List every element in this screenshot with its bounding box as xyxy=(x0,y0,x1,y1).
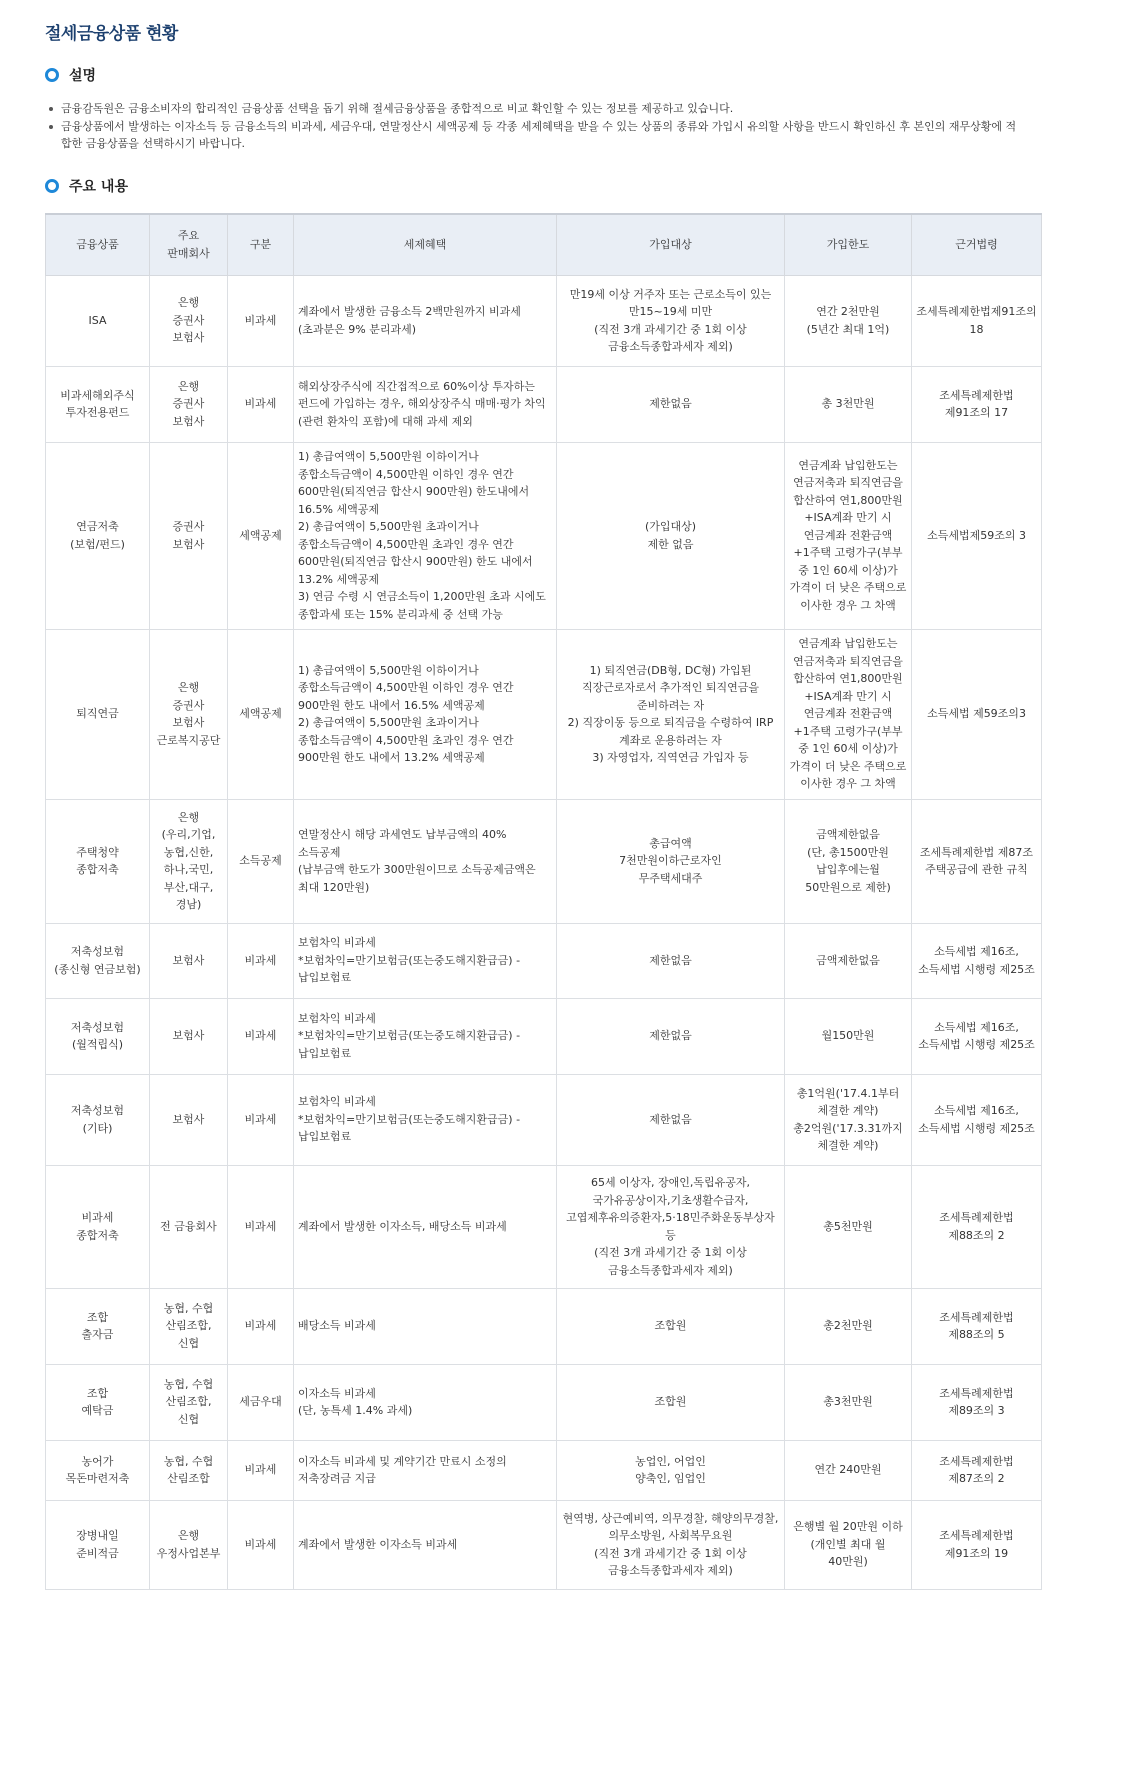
cell-product: 조합 출자금 xyxy=(46,1288,150,1364)
page-title: 절세금융상품 현황 xyxy=(45,24,178,44)
cell-tax-benefit: 보험차익 비과세 *보험차익=만기보험금(또는중도해지환급금) - 납입보험료 xyxy=(294,1074,557,1165)
cell-category: 비과세 xyxy=(228,275,294,366)
section-description-title: 설명 xyxy=(69,68,97,84)
cell-tax-benefit: 보험차익 비과세 *보험차익=만기보험금(또는중도해지환급금) - 납입보험료 xyxy=(294,998,557,1074)
cell-category: 비과세 xyxy=(228,1288,294,1364)
cell-eligibility: 조합원 xyxy=(557,1364,785,1440)
table-row xyxy=(46,366,1042,442)
cell-product: 퇴직연금 xyxy=(46,629,150,799)
cell-seller: 농협, 수협 산림조합, 신협 xyxy=(150,1364,228,1440)
cell-product: 주택청약 종합저축 xyxy=(46,799,150,923)
cell-category: 비과세 xyxy=(228,1500,294,1589)
table-header-row xyxy=(46,214,1042,276)
table-row xyxy=(46,1500,1042,1589)
cell-limit: 총1억원('17.4.1부터 체결한 계약) 총2억원('17.3.31까지 체결한 계약) xyxy=(785,1074,912,1165)
circle-bullet-icon xyxy=(45,179,59,193)
column-header-seller: 주요 판매회사 xyxy=(150,214,228,276)
cell-tax-benefit: 1) 총급여액이 5,500만원 이하이거나 종합소득금액이 4,500만원 이하인 경우 연간 900만원 한도 내에서 16.5% 세액공제 2) 총급여액이 5,500만원 초과이거나 종합소득금액이 4,500만원 초과인 경우 연간 900만원 한도 내에서 13.2% 세액공제 xyxy=(294,629,557,799)
table-row xyxy=(46,1074,1042,1165)
cell-legal-basis: 소득세법 제16조, 소득세법 시행령 제25조 xyxy=(912,998,1042,1074)
description-item: 금융상품에서 발생하는 이자소득 등 금융소득의 비과세, 세금우대, 연말정산시 세액공제 등 각종 세제혜택을 받을 수 있는 상품의 종류와 가입시 유의할 사항을 반드시 확인하신 후 본인의 재무상황에 적합한 금융상품을 선택하시기 바랍니다. xyxy=(47,118,1021,153)
cell-limit: 연간 2천만원 (5년간 최대 1억) xyxy=(785,275,912,366)
cell-legal-basis: 조세특례제한법 제89조의 3 xyxy=(912,1364,1042,1440)
cell-limit: 연금계좌 납입한도는 연금저축과 퇴직연금을 합산하여 연1,800만원 +ISA계좌 만기 시 연금계좌 전환금액 +1주택 고령가구(부부 중 1인 60세 이상)가 가격이 더 낮은 주택으로 이사한 경우 그 차액 xyxy=(785,442,912,629)
cell-limit: 총 3천만원 xyxy=(785,366,912,442)
cell-limit: 총5천만원 xyxy=(785,1165,912,1288)
cell-category: 세금우대 xyxy=(228,1364,294,1440)
cell-tax-benefit: 배당소득 비과세 xyxy=(294,1288,557,1364)
cell-legal-basis: 조세특례제한법 제87조의 2 xyxy=(912,1440,1042,1500)
table-row xyxy=(46,1440,1042,1500)
cell-tax-benefit: 해외상장주식에 직간접적으로 60%이상 투자하는 펀드에 가입하는 경우, 해외상장주식 매매·평가 차익 (관련 환차익 포함)에 대해 과세 제외 xyxy=(294,366,557,442)
section-description-heading xyxy=(45,62,1080,88)
cell-legal-basis: 조세특례제한법 제88조의 5 xyxy=(912,1288,1042,1364)
cell-eligibility: 조합원 xyxy=(557,1288,785,1364)
column-header-tax-benefit: 세제혜택 xyxy=(294,214,557,276)
cell-tax-benefit: 계좌에서 발생한 이자소득, 배당소득 비과세 xyxy=(294,1165,557,1288)
cell-eligibility: (가입대상) 제한 없음 xyxy=(557,442,785,629)
cell-category: 비과세 xyxy=(228,923,294,998)
column-header-eligibility: 가입대상 xyxy=(557,214,785,276)
cell-seller: 은행 (우리,기업, 농협,신한, 하나,국민, 부산,대구, 경남) xyxy=(150,799,228,923)
cell-tax-benefit: 이자소득 비과세 및 계약기간 만료시 소정의 저축장려금 지급 xyxy=(294,1440,557,1500)
cell-legal-basis: 조세특례제한법제91조의 18 xyxy=(912,275,1042,366)
cell-product: 비과세 종합저축 xyxy=(46,1165,150,1288)
cell-limit: 연금계좌 납입한도는 연금저축과 퇴직연금을 합산하여 연1,800만원 +ISA계좌 만기 시 연금계좌 전환금액 +1주택 고령가구(부부 중 1인 60세 이상)가 가격이 더 낮은 주택으로 이사한 경우 그 차액 xyxy=(785,629,912,799)
cell-seller: 은행 증권사 보험사 xyxy=(150,275,228,366)
circle-bullet-icon xyxy=(45,68,59,82)
cell-category: 소득공제 xyxy=(228,799,294,923)
cell-seller: 보험사 xyxy=(150,998,228,1074)
table-row xyxy=(46,629,1042,799)
cell-legal-basis: 소득세법제59조의 3 xyxy=(912,442,1042,629)
cell-eligibility: 현역병, 상근예비역, 의무경찰, 해양의무경찰, 의무소방원, 사회복무요원 (직전 3개 과세기간 중 1회 이상 금융소득종합과세자 제외) xyxy=(557,1500,785,1589)
cell-tax-benefit: 이자소득 비과세 (단, 농특세 1.4% 과세) xyxy=(294,1364,557,1440)
cell-limit: 연간 240만원 xyxy=(785,1440,912,1500)
cell-legal-basis: 소득세법 제16조, 소득세법 시행령 제25조 xyxy=(912,1074,1042,1165)
cell-seller: 농협, 수협 산림조합 xyxy=(150,1440,228,1500)
cell-product: 비과세해외주식 투자전용펀드 xyxy=(46,366,150,442)
cell-eligibility: 1) 퇴직연금(DB형, DC형) 가입된 직장근로자로서 추가적인 퇴직연금을 준비하려는 자 2) 직장이동 등으로 퇴직금을 수령하여 IRP 계좌로 운용하려는 자 3) 자영업자, 직역연금 가입자 등 xyxy=(557,629,785,799)
cell-legal-basis: 소득세법 제16조, 소득세법 시행령 제25조 xyxy=(912,923,1042,998)
table-row xyxy=(46,923,1042,998)
cell-eligibility: 농업인, 어업인 양축인, 임업인 xyxy=(557,1440,785,1500)
cell-seller: 보험사 xyxy=(150,1074,228,1165)
cell-seller: 증권사 보험사 xyxy=(150,442,228,629)
cell-product: 저축성보험 (기타) xyxy=(46,1074,150,1165)
cell-product: ISA xyxy=(46,275,150,366)
cell-limit: 월150만원 xyxy=(785,998,912,1074)
cell-eligibility: 제한없음 xyxy=(557,1074,785,1165)
column-header-category: 구분 xyxy=(228,214,294,276)
table-row xyxy=(46,799,1042,923)
cell-category: 비과세 xyxy=(228,1440,294,1500)
cell-product: 연금저축 (보험/펀드) xyxy=(46,442,150,629)
cell-legal-basis: 조세특례제한법 제91조의 19 xyxy=(912,1500,1042,1589)
cell-seller: 은행 증권사 보험사 근로복지공단 xyxy=(150,629,228,799)
cell-limit: 은행별 월 20만원 이하 (개인별 최대 월 40만원) xyxy=(785,1500,912,1589)
cell-category: 비과세 xyxy=(228,1074,294,1165)
cell-tax-benefit: 1) 총급여액이 5,500만원 이하이거나 종합소득금액이 4,500만원 이하인 경우 연간 600만원(퇴직연금 합산시 900만원) 한도내에서 16.5% 세액공제 2) 총급여액이 5,500만원 초과이거나 종합소득금액이 4,500만원 초과인 경우 연간 600만원(퇴직연금 합산시 900만원) 한도 내에서 13.2% 세액공제 3) 연금 수령 시 연금소득이 1,200만원 초과 시에도 종합과세 또는 15% 분리과세 중 선택 가능 xyxy=(294,442,557,629)
cell-product: 농어가 목돈마련저축 xyxy=(46,1440,150,1500)
cell-product: 장병내일 준비적금 xyxy=(46,1500,150,1589)
cell-limit: 금액제한없음 xyxy=(785,923,912,998)
cell-category: 비과세 xyxy=(228,1165,294,1288)
cell-eligibility: 제한없음 xyxy=(557,923,785,998)
cell-category: 세액공제 xyxy=(228,442,294,629)
section-main-heading xyxy=(45,173,1080,199)
cell-seller: 보험사 xyxy=(150,923,228,998)
table-row xyxy=(46,1165,1042,1288)
table-row xyxy=(46,1364,1042,1440)
description-list xyxy=(45,100,1080,153)
table-row xyxy=(46,275,1042,366)
cell-product: 저축성보험 (월적립식) xyxy=(46,998,150,1074)
column-header-product: 금융상품 xyxy=(46,214,150,276)
cell-limit: 총2천만원 xyxy=(785,1288,912,1364)
column-header-limit: 가입한도 xyxy=(785,214,912,276)
cell-product: 조합 예탁금 xyxy=(46,1364,150,1440)
cell-category: 세액공제 xyxy=(228,629,294,799)
cell-tax-benefit: 연말정산시 해당 과세연도 납부금액의 40% 소득공제 (납부금액 한도가 300만원이므로 소득공제금액은 최대 120만원) xyxy=(294,799,557,923)
cell-legal-basis: 소득세법 제59조의3 xyxy=(912,629,1042,799)
cell-tax-benefit: 계좌에서 발생한 이자소득 비과세 xyxy=(294,1500,557,1589)
cell-seller: 전 금융회사 xyxy=(150,1165,228,1288)
column-header-legal-basis: 근거법령 xyxy=(912,214,1042,276)
cell-eligibility: 65세 이상자, 장애인,독립유공자, 국가유공상이자,기초생활수급자, 고엽제후유의증환자,5·18민주화운동부상자 등 (직전 3개 과세기간 중 1회 이상 금융소득종합과세자 제외) xyxy=(557,1165,785,1288)
cell-seller: 농협, 수협 산림조합, 신협 xyxy=(150,1288,228,1364)
cell-tax-benefit: 계좌에서 발생한 금융소득 2백만원까지 비과세 (초과분은 9% 분리과세) xyxy=(294,275,557,366)
tax-saving-products-table xyxy=(45,213,1042,1590)
cell-eligibility: 제한없음 xyxy=(557,366,785,442)
table-row xyxy=(46,442,1042,629)
table-row xyxy=(46,998,1042,1074)
cell-eligibility: 총급여액 7천만원이하근로자인 무주택세대주 xyxy=(557,799,785,923)
cell-category: 비과세 xyxy=(228,366,294,442)
cell-eligibility: 제한없음 xyxy=(557,998,785,1074)
cell-product: 저축성보험 (종신형 연금보험) xyxy=(46,923,150,998)
cell-eligibility: 만19세 이상 거주자 또는 근로소득이 있는 만15~19세 미만 (직전 3개 과세기간 중 1회 이상 금융소득종합과세자 제외) xyxy=(557,275,785,366)
table-row xyxy=(46,1288,1042,1364)
cell-seller: 은행 우정사업본부 xyxy=(150,1500,228,1589)
cell-legal-basis: 조세특례제한법 제88조의 2 xyxy=(912,1165,1042,1288)
cell-limit: 금액제한없음 (단, 총1500만원 납입후에는월 50만원으로 제한) xyxy=(785,799,912,923)
description-item: 금융감독원은 금융소비자의 합리적인 금융상품 선택을 돕기 위해 절세금융상품을 종합적으로 비교 확인할 수 있는 정보를 제공하고 있습니다. xyxy=(47,100,1021,118)
cell-legal-basis: 조세특례제한법 제91조의 17 xyxy=(912,366,1042,442)
section-main-title: 주요 내용 xyxy=(69,178,128,195)
cell-tax-benefit: 보험차익 비과세 *보험차익=만기보험금(또는중도해지환급금) - 납입보험료 xyxy=(294,923,557,998)
cell-category: 비과세 xyxy=(228,998,294,1074)
cell-legal-basis: 조세특례제한법 제87조 주택공급에 관한 규칙 xyxy=(912,799,1042,923)
cell-limit: 총3천만원 xyxy=(785,1364,912,1440)
cell-seller: 은행 증권사 보험사 xyxy=(150,366,228,442)
